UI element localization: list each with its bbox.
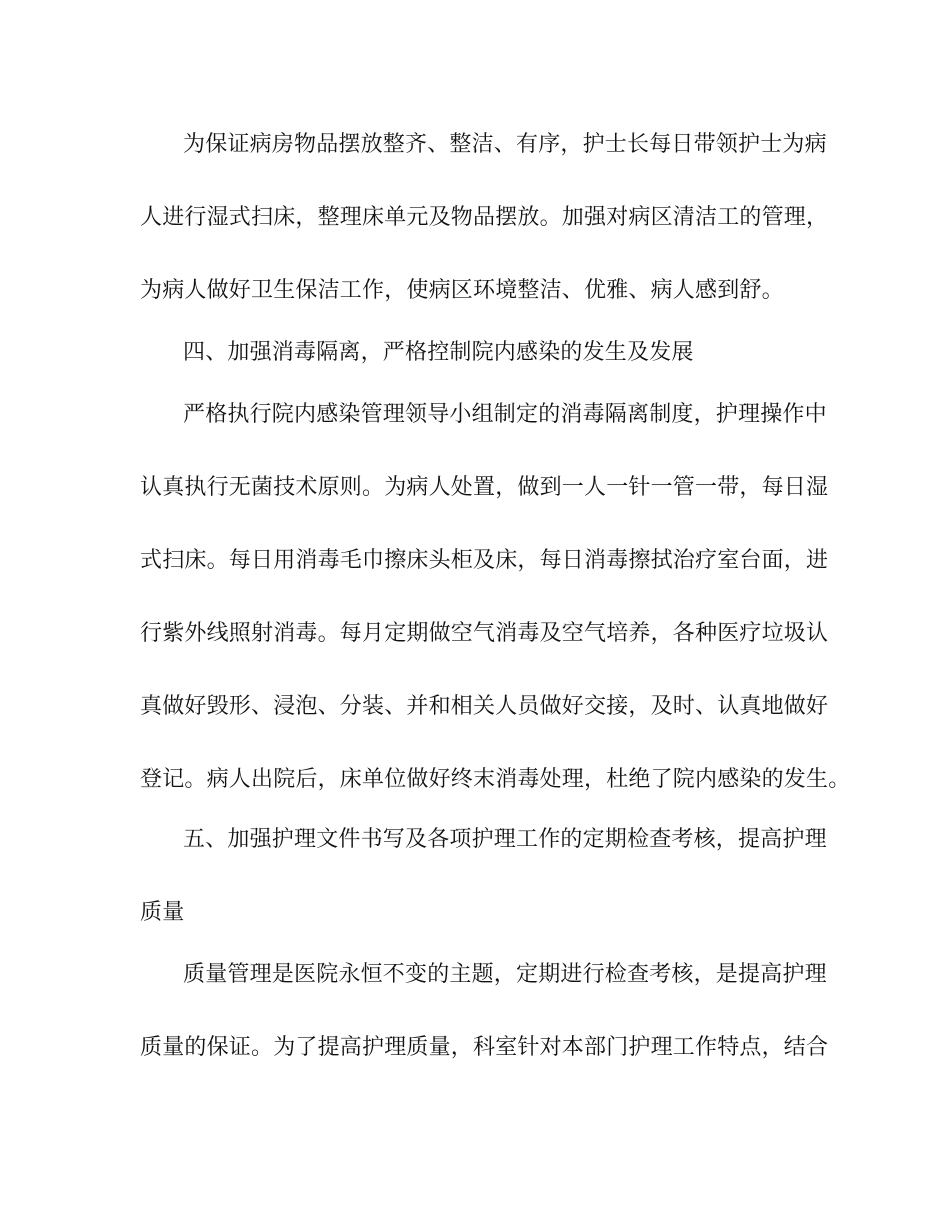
section-heading: 五、加强护理文件书写及各项护理工作的定期检查考核，提高护理	[183, 827, 827, 852]
paragraph-line: 认真执行无菌技术原则。为病人处置，做到一人一针一管一带，每日湿	[140, 475, 829, 500]
paragraph-line: 登记。病人出院后，床单位做好终末消毒处理，杜绝了院内感染的发生。	[140, 767, 851, 792]
paragraph-line: 为病人做好卫生保洁工作，使病区环境整洁、优雅、病人感到舒。	[140, 278, 784, 303]
paragraph-line: 式扫床。每日用消毒毛巾擦床头柜及床，每日消毒擦拭治疗室台面，进	[140, 548, 829, 573]
paragraph-line: 质量的保证。为了提高护理质量，科室针对本部门护理工作特点，结合	[140, 1035, 829, 1060]
section-heading-continued: 质量	[140, 900, 185, 925]
section-heading: 四、加强消毒隔离，严格控制院内感染的发生及发展	[183, 340, 694, 365]
paragraph-line: 质量管理是医院永恒不变的主题，定期进行检查考核，是提高护理	[183, 962, 827, 987]
paragraph-line: 严格执行院内感染管理领导小组制定的消毒隔离制度，护理操作中	[183, 402, 827, 427]
paragraph-line: 人进行湿式扫床，整理床单元及物品摆放。加强对病区清洁工的管理，	[140, 205, 829, 230]
paragraph-line: 为保证病房物品摆放整齐、整洁、有序，护士长每日带领护士为病	[183, 132, 827, 157]
paragraph-line: 行紫外线照射消毒。每月定期做空气消毒及空气培养，各种医疗垃圾认	[140, 621, 829, 646]
paragraph-line: 真做好毁形、浸泡、分装、并和相关人员做好交接，及时、认真地做好	[140, 694, 829, 719]
